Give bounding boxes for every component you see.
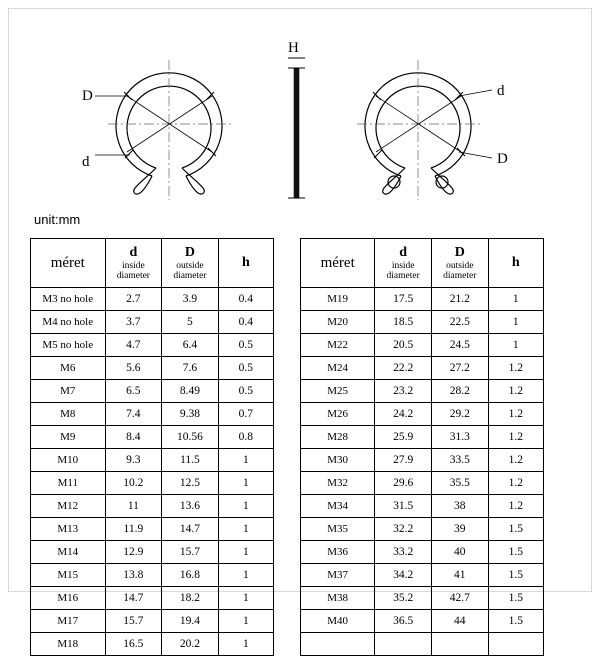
cell-D: 38: [431, 495, 488, 518]
dimensions-table-left: [30, 238, 274, 656]
table-body-right: [301, 288, 544, 656]
cell-size: M14: [31, 541, 106, 564]
cell-d: 13.8: [105, 564, 162, 587]
cell-d: 3.7: [105, 311, 162, 334]
cell-d: 33.2: [375, 541, 432, 564]
header-size: méret: [301, 239, 375, 288]
cell-h: 1: [218, 495, 273, 518]
cell-d: 17.5: [375, 288, 432, 311]
cell-d: 35.2: [375, 587, 432, 610]
cell-D: 33.5: [431, 449, 488, 472]
table-row: [301, 633, 544, 656]
cell-size: [301, 633, 375, 656]
cell-D: 12.5: [162, 472, 219, 495]
cell-D: 40: [431, 541, 488, 564]
table-row: [31, 472, 274, 495]
cell-d: 31.5: [375, 495, 432, 518]
cell-d: 15.7: [105, 610, 162, 633]
table-row: [31, 426, 274, 449]
cell-d: 27.9: [375, 449, 432, 472]
cell-D: 13.6: [162, 495, 219, 518]
cell-h: 1: [488, 311, 543, 334]
cell-size: M34: [301, 495, 375, 518]
header-d-sublabel: inside diameter: [386, 260, 420, 282]
cell-h: 1: [218, 472, 273, 495]
cell-h: 1.5: [488, 610, 543, 633]
table-row: [31, 633, 274, 656]
cell-D: [431, 633, 488, 656]
table-row: [301, 518, 544, 541]
table-body-left: [31, 288, 274, 656]
cell-size: M12: [31, 495, 106, 518]
cell-size: M35: [301, 518, 375, 541]
cell-h: 1.5: [488, 541, 543, 564]
cell-d: 5.6: [105, 357, 162, 380]
cell-D: 41: [431, 564, 488, 587]
cell-d: [375, 633, 432, 656]
cell-h: 1: [218, 610, 273, 633]
table-row: [301, 334, 544, 357]
cell-D: 5: [162, 311, 219, 334]
table-row: [301, 403, 544, 426]
technical-drawing-area: [0, 0, 600, 228]
cell-D: 31.3: [431, 426, 488, 449]
table-header-row: [31, 239, 274, 288]
cell-d: 6.5: [105, 380, 162, 403]
cell-size: M16: [31, 587, 106, 610]
cell-h: 1.2: [488, 380, 543, 403]
header-D-symbol: D: [454, 244, 465, 260]
table-row: [31, 541, 274, 564]
cell-h: 1.5: [488, 587, 543, 610]
cell-D: 20.2: [162, 633, 219, 656]
cell-size: M6: [31, 357, 106, 380]
label-d-left: d: [82, 154, 90, 170]
cell-d: 7.4: [105, 403, 162, 426]
cell-D: 29.2: [431, 403, 488, 426]
cell-D: 21.2: [431, 288, 488, 311]
header-d: [375, 239, 432, 288]
header-D: [431, 239, 488, 288]
cell-size: M36: [301, 541, 375, 564]
cell-size: M8: [31, 403, 106, 426]
header-size: méret: [31, 239, 106, 288]
cell-D: 18.2: [162, 587, 219, 610]
cell-h: 1: [488, 288, 543, 311]
table-row: [301, 495, 544, 518]
table-row: [31, 610, 274, 633]
cell-h: 0.8: [218, 426, 273, 449]
cell-D: 24.5: [431, 334, 488, 357]
header-d-symbol: d: [399, 244, 408, 260]
table-row: [301, 541, 544, 564]
drawings-svg: [0, 0, 600, 228]
cell-size: M25: [301, 380, 375, 403]
cell-d: 11: [105, 495, 162, 518]
header-D-symbol: D: [184, 244, 195, 260]
cell-D: 39: [431, 518, 488, 541]
cell-d: 25.9: [375, 426, 432, 449]
cell-d: 11.9: [105, 518, 162, 541]
header-D-sublabel: outside diameter: [173, 260, 207, 282]
cell-D: 35.5: [431, 472, 488, 495]
cell-h: 1: [218, 564, 273, 587]
table-row: [301, 587, 544, 610]
cell-D: 15.7: [162, 541, 219, 564]
cell-size: M10: [31, 449, 106, 472]
table-row: [301, 311, 544, 334]
cell-h: 1.2: [488, 449, 543, 472]
header-d: [105, 239, 162, 288]
cell-h: 1.2: [488, 403, 543, 426]
header-h: h: [488, 239, 543, 288]
label-D-right: D: [497, 151, 508, 167]
cell-d: 4.7: [105, 334, 162, 357]
header-d-symbol: d: [129, 244, 138, 260]
cell-d: 14.7: [105, 587, 162, 610]
cell-size: M37: [301, 564, 375, 587]
left-ring-shape: [115, 58, 222, 194]
table-row: [301, 472, 544, 495]
cell-D: 7.6: [162, 357, 219, 380]
cell-size: M26: [301, 403, 375, 426]
table-row: [301, 610, 544, 633]
cell-h: 1.2: [488, 495, 543, 518]
cell-d: 23.2: [375, 380, 432, 403]
cell-size: M11: [31, 472, 106, 495]
table-row: [301, 564, 544, 587]
table-header-row: [301, 239, 544, 288]
cell-d: 18.5: [375, 311, 432, 334]
cell-size: M28: [301, 426, 375, 449]
thickness-bar: [288, 58, 305, 198]
cell-d: 32.2: [375, 518, 432, 541]
table-row: [301, 288, 544, 311]
cell-size: M20: [301, 311, 375, 334]
table-row: [31, 403, 274, 426]
cell-d: 10.2: [105, 472, 162, 495]
cell-D: 22.5: [431, 311, 488, 334]
cell-d: 12.9: [105, 541, 162, 564]
cell-h: 0.5: [218, 357, 273, 380]
cell-D: 28.2: [431, 380, 488, 403]
table-row: [301, 449, 544, 472]
cell-h: 1.2: [488, 357, 543, 380]
table-row: [31, 288, 274, 311]
cell-d: 2.7: [105, 288, 162, 311]
cell-h: 1: [218, 541, 273, 564]
cell-D: 8.49: [162, 380, 219, 403]
cell-D: 10.56: [162, 426, 219, 449]
cell-D: 3.9: [162, 288, 219, 311]
unit-label: unit:mm: [34, 212, 81, 227]
cell-h: 0.4: [218, 288, 273, 311]
table-row: [301, 426, 544, 449]
table-row: [31, 357, 274, 380]
cell-size: M24: [301, 357, 375, 380]
cell-size: M38: [301, 587, 375, 610]
header-h: h: [218, 239, 273, 288]
cell-size: M15: [31, 564, 106, 587]
cell-D: 19.4: [162, 610, 219, 633]
cell-d: 29.6: [375, 472, 432, 495]
cell-d: 9.3: [105, 449, 162, 472]
label-H: H: [288, 40, 299, 56]
cell-d: 24.2: [375, 403, 432, 426]
label-d-right: d: [497, 83, 505, 99]
cell-size: M4 no hole: [31, 311, 106, 334]
cell-D: 44: [431, 610, 488, 633]
cell-size: M9: [31, 426, 106, 449]
cell-D: 14.7: [162, 518, 219, 541]
cell-D: 6.4: [162, 334, 219, 357]
cell-h: 1: [218, 587, 273, 610]
cell-size: M5 no hole: [31, 334, 106, 357]
table-row: [31, 495, 274, 518]
header-d-sublabel: inside diameter: [116, 260, 150, 282]
cell-size: M19: [301, 288, 375, 311]
cell-size: M18: [31, 633, 106, 656]
cell-h: 1: [218, 633, 273, 656]
cell-h: 1.5: [488, 564, 543, 587]
cell-d: 8.4: [105, 426, 162, 449]
cell-h: [488, 633, 543, 656]
cell-size: M17: [31, 610, 106, 633]
cell-D: 27.2: [431, 357, 488, 380]
cell-size: M7: [31, 380, 106, 403]
cell-size: M22: [301, 334, 375, 357]
cell-h: 1: [488, 334, 543, 357]
cell-h: 0.4: [218, 311, 273, 334]
table-row: [31, 334, 274, 357]
table-row: [31, 380, 274, 403]
table-row: [31, 587, 274, 610]
cell-size: M32: [301, 472, 375, 495]
table-row: [31, 518, 274, 541]
cell-size: M3 no hole: [31, 288, 106, 311]
cell-size: M13: [31, 518, 106, 541]
header-D-sublabel: outside diameter: [443, 260, 477, 282]
cell-D: 9.38: [162, 403, 219, 426]
cell-h: 1.2: [488, 472, 543, 495]
cell-h: 1.5: [488, 518, 543, 541]
cell-h: 1: [218, 518, 273, 541]
label-D-left: D: [82, 88, 93, 104]
cell-h: 0.5: [218, 380, 273, 403]
table-row: [31, 564, 274, 587]
cell-D: 16.8: [162, 564, 219, 587]
header-D: [162, 239, 219, 288]
cell-D: 42.7: [431, 587, 488, 610]
table-row: [31, 449, 274, 472]
cell-size: M30: [301, 449, 375, 472]
cell-d: 34.2: [375, 564, 432, 587]
cell-h: 1.2: [488, 426, 543, 449]
table-row: [31, 311, 274, 334]
table-row: [301, 357, 544, 380]
table-row: [301, 380, 544, 403]
cell-h: 0.7: [218, 403, 273, 426]
cell-d: 16.5: [105, 633, 162, 656]
cell-d: 22.2: [375, 357, 432, 380]
cell-D: 11.5: [162, 449, 219, 472]
cell-d: 20.5: [375, 334, 432, 357]
cell-size: M40: [301, 610, 375, 633]
cell-h: 0.5: [218, 334, 273, 357]
cell-h: 1: [218, 449, 273, 472]
cell-d: 36.5: [375, 610, 432, 633]
dimensions-table-right: [300, 238, 544, 656]
